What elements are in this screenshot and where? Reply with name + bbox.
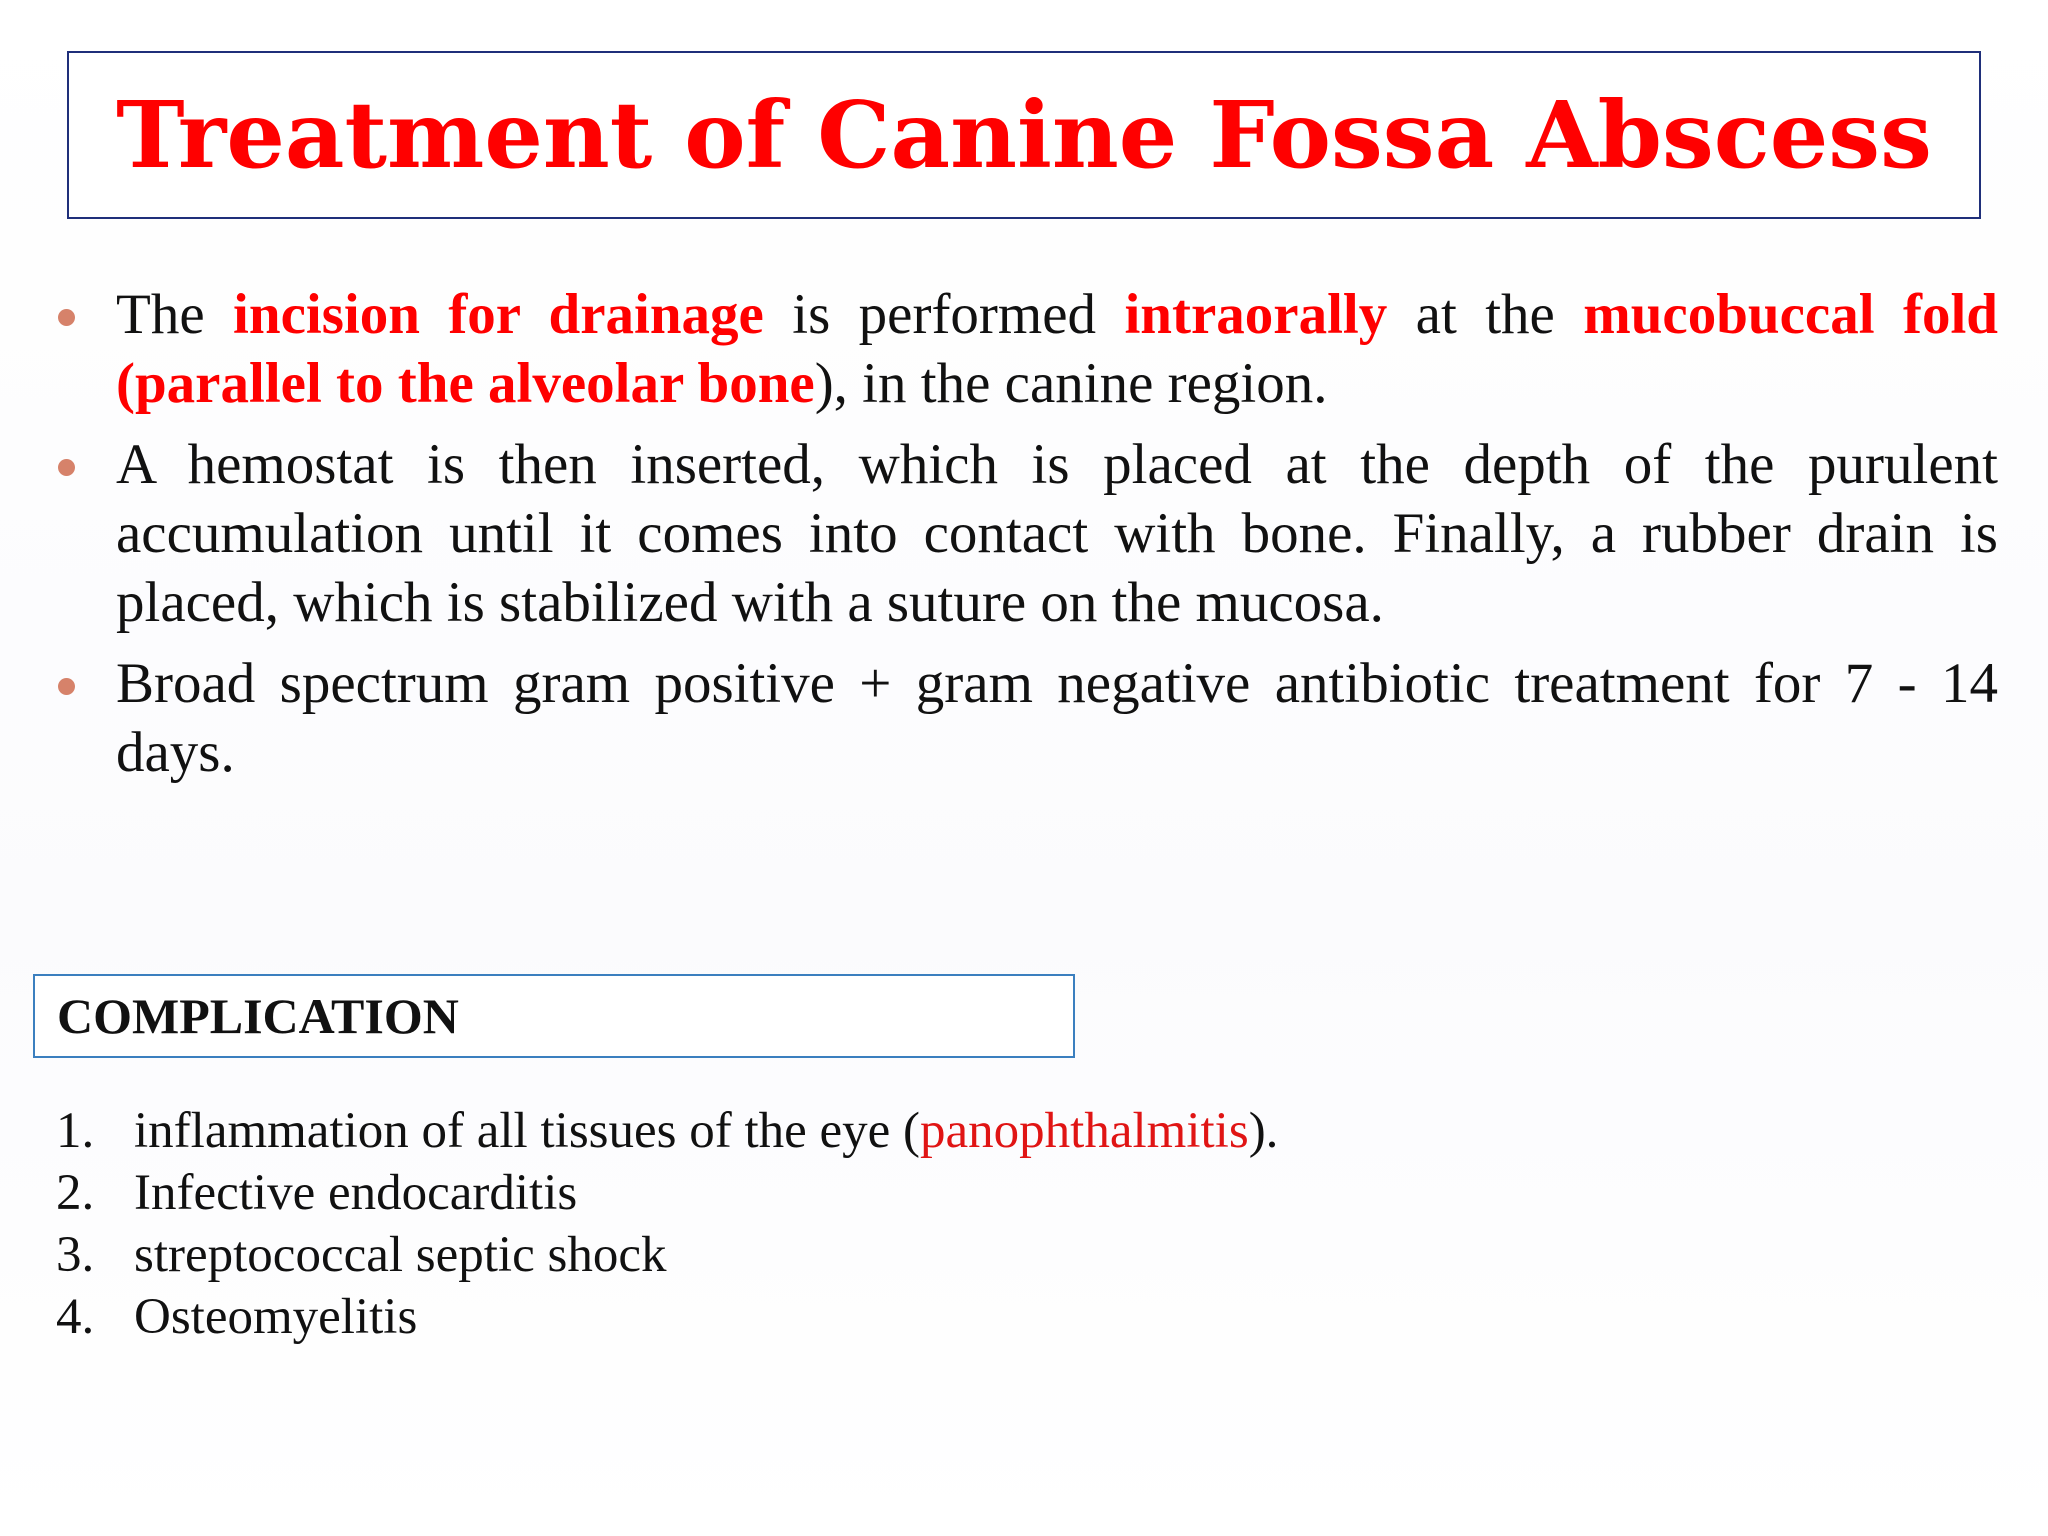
list-number: 4. <box>56 1289 95 1345</box>
complication-item <box>56 1286 1956 1348</box>
complication-text: Osteomyelitis <box>134 1289 418 1345</box>
complication-text: inflammation of all tissues of the eye ( <box>134 1103 921 1159</box>
complication-item <box>56 1162 1956 1224</box>
bullet-dot-icon <box>58 309 75 326</box>
bullet-highlight: mucobuccal fold (parallel to the alveolar bone <box>116 283 1998 415</box>
list-number: 3. <box>56 1227 95 1283</box>
complication-heading: COMPLICATION <box>57 988 459 1044</box>
bullet-text: is performed <box>763 283 1125 346</box>
bullet-dot-icon <box>58 459 75 476</box>
complication-text: ). <box>1248 1103 1279 1159</box>
list-number: 2. <box>56 1165 95 1221</box>
bullet-text: Broad spectrum gram positive + gram negative antibiotic treatment for 7 - 14 days. <box>116 652 1998 784</box>
bullet-item <box>58 649 1998 787</box>
bullet-highlight: incision for drainage <box>233 283 764 346</box>
slide-title: Treatment of Canine Fossa Abscess <box>116 81 1932 189</box>
bullet-item <box>58 280 1998 418</box>
bullet-text: ), in the canine region. <box>814 352 1328 415</box>
complication-item <box>56 1224 1956 1286</box>
bullet-item <box>58 430 1998 637</box>
treatment-bullet-list <box>58 280 1998 799</box>
bullet-text: The <box>116 283 234 346</box>
title-box <box>67 51 1981 219</box>
complication-item <box>56 1100 1956 1162</box>
bullet-text: A hemostat is then inserted, which is placed at the depth of the purulent accumulation until it comes into contact with bone. Finally, a rubber drain is placed, which is stabilized with a suture on the mucosa. <box>116 433 1998 634</box>
bullet-highlight: intraorally <box>1124 283 1388 346</box>
bullet-text: at the <box>1387 283 1584 346</box>
bullet-dot-icon <box>58 678 75 695</box>
complication-text: streptococcal septic shock <box>134 1227 667 1283</box>
complication-heading-box <box>33 974 1075 1058</box>
complication-highlight: panophthalmitis <box>920 1103 1249 1159</box>
complication-text: Infective endocarditis <box>134 1165 578 1221</box>
complication-list <box>56 1100 1956 1348</box>
list-number: 1. <box>56 1103 95 1159</box>
